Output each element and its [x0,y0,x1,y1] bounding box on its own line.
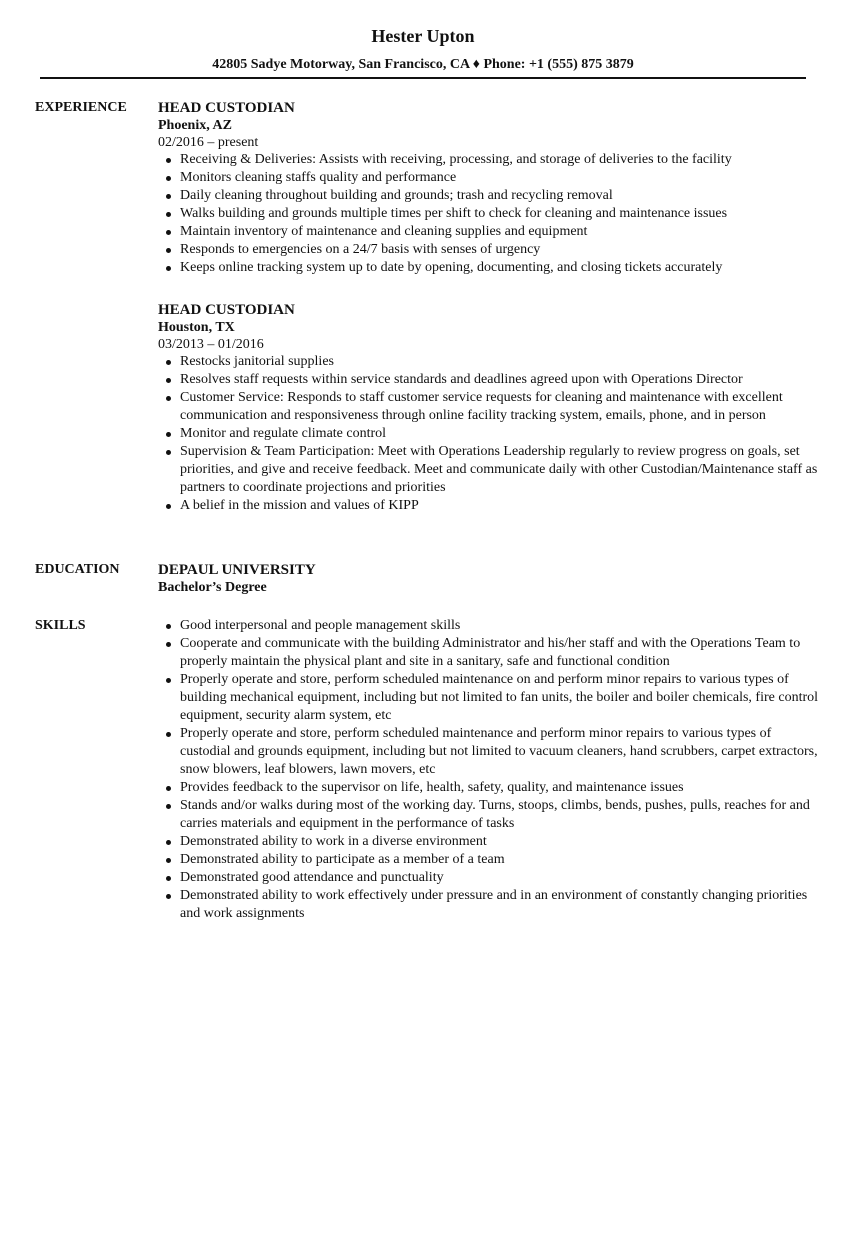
degree: Bachelor’s Degree [158,580,267,595]
school-name: DEPAUL UNIVERSITY [158,562,316,578]
job-bullet: Maintain inventory of maintenance and cleaning supplies and equipment [158,223,818,241]
job-bullet: Monitors cleaning staffs quality and performance [158,169,818,187]
job-location: Houston, TX [158,320,235,335]
job-bullet: Walks building and grounds multiple times per shift to check for cleaning and maintenance issues [158,205,818,223]
education-body [158,561,818,597]
job-title: HEAD CUSTODIAN [158,302,295,318]
job-bullet: Customer Service: Responds to staff customer service requests for cleaning and maintenance with excellent communication and responsiveness through online facility tracking system, emails, phone, and in person [158,389,818,425]
job-bullet-list [158,151,818,277]
skill-item: Good interpersonal and people management skills [158,617,818,635]
skill-item: Properly operate and store, perform scheduled maintenance on and perform minor repairs to various types of building mechanical equipment, including but not limited to fan units, the boiler and boiler chemicals, fire control equipment, security alarm system, etc [158,671,818,725]
job-bullet-list [158,353,818,515]
skills-heading: SKILLS [35,618,86,633]
experience-body [158,99,818,515]
job-title: HEAD CUSTODIAN [158,100,295,116]
job-bullet: Responds to emergencies on a 24/7 basis with senses of urgency [158,241,818,259]
job-location: Phoenix, AZ [158,118,232,133]
job-dates: 02/2016 – present [158,135,259,150]
skill-item: Stands and/or walks during most of the working day. Turns, stoops, climbs, bends, pushes, pulls, reaches for and carries materials and equipment in the performance of tasks [158,797,818,833]
education-heading: EDUCATION [35,562,120,577]
job-entry [158,99,818,277]
job-bullet: Resolves staff requests within service standards and deadlines agreed upon with Operations Director [158,371,818,389]
job-bullet: Keeps online tracking system up to date by opening, documenting, and closing tickets accurately [158,259,818,277]
resume-header [0,25,846,74]
job-bullet: Monitor and regulate climate control [158,425,818,443]
job-bullet: Restocks janitorial supplies [158,353,818,371]
skill-item: Demonstrated good attendance and punctuality [158,869,818,887]
skills-list [158,617,818,923]
skill-item: Cooperate and communicate with the building Administrator and his/her staff and with the Operations Team to properly maintain the physical plant and site in a sanitary, safe and functional condition [158,635,818,671]
candidate-name: Hester Upton [371,26,475,46]
job-bullet: Daily cleaning throughout building and grounds; trash and recycling removal [158,187,818,205]
job-dates: 03/2013 – 01/2016 [158,337,264,352]
contact-line: 42805 Sadye Motorway, San Francisco, CA ♦ Phone: +1 (555) 875 3879 [212,57,634,72]
skill-item: Provides feedback to the supervisor on life, health, safety, quality, and maintenance issues [158,779,818,797]
skill-item: Demonstrated ability to work effectively under pressure and in an environment of constantly changing priorities and work assignments [158,887,818,923]
job-bullet: Receiving & Deliveries: Assists with receiving, processing, and storage of deliveries to the facility [158,151,818,169]
header-divider [40,77,806,79]
skill-item: Demonstrated ability to work in a diverse environment [158,833,818,851]
skills-body [158,617,818,923]
job-bullet: Supervision & Team Participation: Meet with Operations Leadership regularly to review progress on goals, set priorities, and give and receive feedback. Meet and communicate daily with other Custodian/Maintenance staff as partners to coordinate projections and priorities [158,443,818,497]
job-entry [158,301,818,515]
skill-item: Demonstrated ability to participate as a member of a team [158,851,818,869]
experience-heading: EXPERIENCE [35,100,127,115]
skill-item: Properly operate and store, perform scheduled maintenance and perform minor repairs to various types of custodial and grounds equipment, including but not limited to vacuum cleaners, hand scrubbers, carpet extractors, snow blowers, leaf blowers, lawn movers, etc [158,725,818,779]
job-bullet: A belief in the mission and values of KIPP [158,497,818,515]
